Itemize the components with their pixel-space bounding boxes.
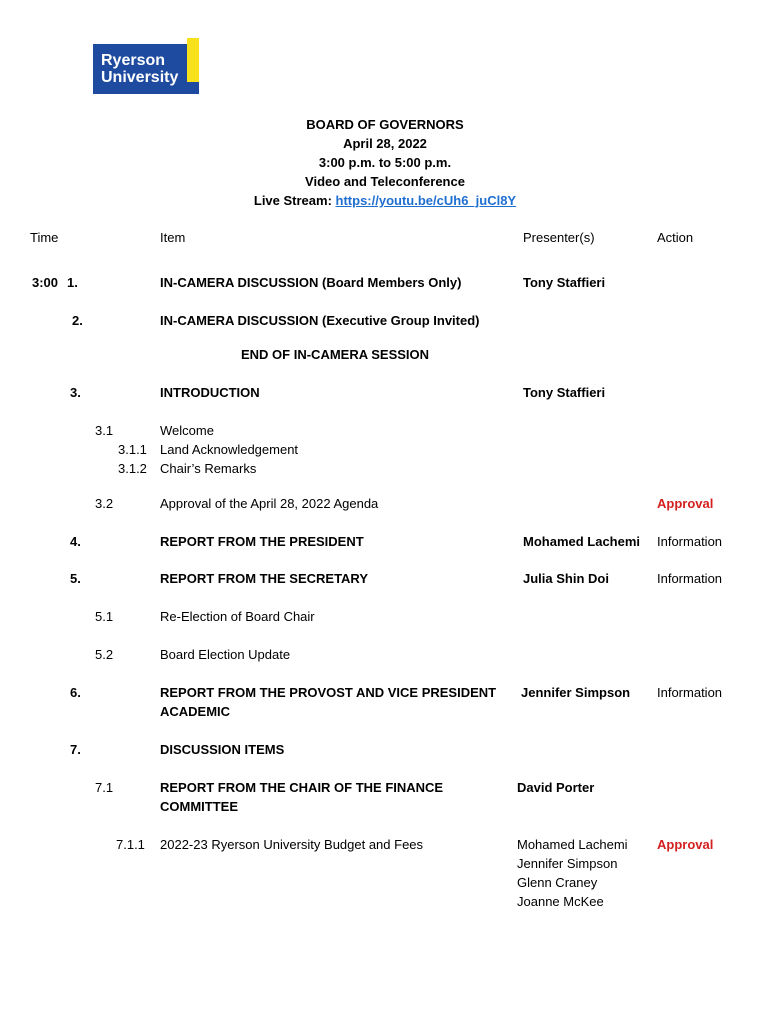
row711-presenter-1: Mohamed Lachemi: [517, 837, 628, 852]
row52-item: Board Election Update: [160, 647, 291, 662]
row1-item: IN-CAMERA DISCUSSION (Board Members Only): [160, 275, 462, 290]
col-presenter-header: Presenter(s): [523, 230, 595, 245]
logo-line1: Ryerson: [101, 52, 166, 69]
header-venue: Video and Teleconference: [305, 174, 465, 189]
row31-number: 3.1: [95, 423, 114, 438]
row4-number: 4.: [70, 534, 81, 549]
header-time: 3:00 p.m. to 5:00 p.m.: [318, 155, 452, 170]
row32-item: Approval of the April 28, 2022 Agenda: [160, 496, 379, 511]
row6-presenter: Jennifer Simpson: [521, 685, 631, 700]
row312-number: 3.1.2: [118, 461, 147, 476]
logo-yellow-bar: [187, 38, 199, 82]
row311-number: 3.1.1: [118, 442, 147, 457]
row3-item: INTRODUCTION: [160, 385, 260, 400]
row312-item: Chair’s Remarks: [160, 461, 257, 476]
row6-item-line2: ACADEMIC: [160, 704, 231, 719]
row711-number: 7.1.1: [116, 837, 145, 852]
meeting-header: [0, 115, 770, 210]
row4-item: REPORT FROM THE PRESIDENT: [160, 534, 364, 549]
row5-item: REPORT FROM THE SECRETARY: [160, 571, 369, 586]
row1-time: 3:00: [32, 275, 59, 290]
end-in-camera: END OF IN-CAMERA SESSION: [241, 347, 430, 362]
row32-number: 3.2: [95, 496, 114, 511]
row311-item: Land Acknowledgement: [160, 442, 299, 457]
row2-number: 2.: [72, 313, 83, 328]
row5-number: 5.: [70, 571, 81, 586]
row4-action: Information: [657, 534, 723, 549]
col-time-header: Time: [30, 230, 59, 245]
row7-item: DISCUSSION ITEMS: [160, 742, 285, 757]
row71-item-line1: REPORT FROM THE CHAIR OF THE FINANCE: [160, 780, 444, 795]
header-title: BOARD OF GOVERNORS: [306, 117, 464, 132]
row711-action: Approval: [657, 837, 714, 852]
row4-presenter: Mohamed Lachemi: [523, 534, 641, 549]
row1-presenter: Tony Staffieri: [523, 275, 606, 290]
row6-number: 6.: [70, 685, 81, 700]
live-stream-line: [0, 191, 770, 210]
row6-action: Information: [657, 685, 723, 700]
row51-item: Re-Election of Board Chair: [160, 609, 315, 624]
row31-item: Welcome: [160, 423, 214, 438]
row71-number: 7.1: [95, 780, 114, 795]
row3-number: 3.: [70, 385, 81, 400]
row711-presenter-2: Jennifer Simpson: [517, 856, 618, 871]
row711-presenter-3: Glenn Craney: [517, 875, 598, 890]
live-stream-label: Live Stream:: [253, 193, 336, 208]
row2-item: IN-CAMERA DISCUSSION (Executive Group Invited): [160, 313, 480, 328]
row6-item-line1: REPORT FROM THE PROVOST AND VICE PRESIDENT: [160, 685, 497, 700]
col-action-header: Action: [657, 230, 694, 245]
row71-item-line2: COMMITTEE: [160, 799, 238, 814]
row711-item: 2022-23 Ryerson University Budget and Fees: [160, 837, 424, 852]
row5-action: Information: [657, 571, 723, 586]
live-stream-link[interactable]: https://youtu.be/cUh6_juCl8Y: [335, 193, 517, 208]
row71-presenter: David Porter: [517, 780, 595, 795]
row32-action: Approval: [657, 496, 714, 511]
row3-presenter: Tony Staffieri: [523, 385, 606, 400]
row7-number: 7.: [70, 742, 81, 757]
row5-presenter: Julia Shin Doi: [523, 571, 609, 586]
row711-presenter-4: Joanne McKee: [517, 894, 604, 909]
row51-number: 5.1: [95, 609, 114, 624]
col-item-header: Item: [160, 230, 186, 245]
header-date: April 28, 2022: [343, 136, 427, 151]
row52-number: 5.2: [95, 647, 114, 662]
row1-number: 1.: [67, 275, 78, 290]
ryerson-logo: [93, 38, 205, 94]
logo-line2: University: [101, 69, 179, 86]
